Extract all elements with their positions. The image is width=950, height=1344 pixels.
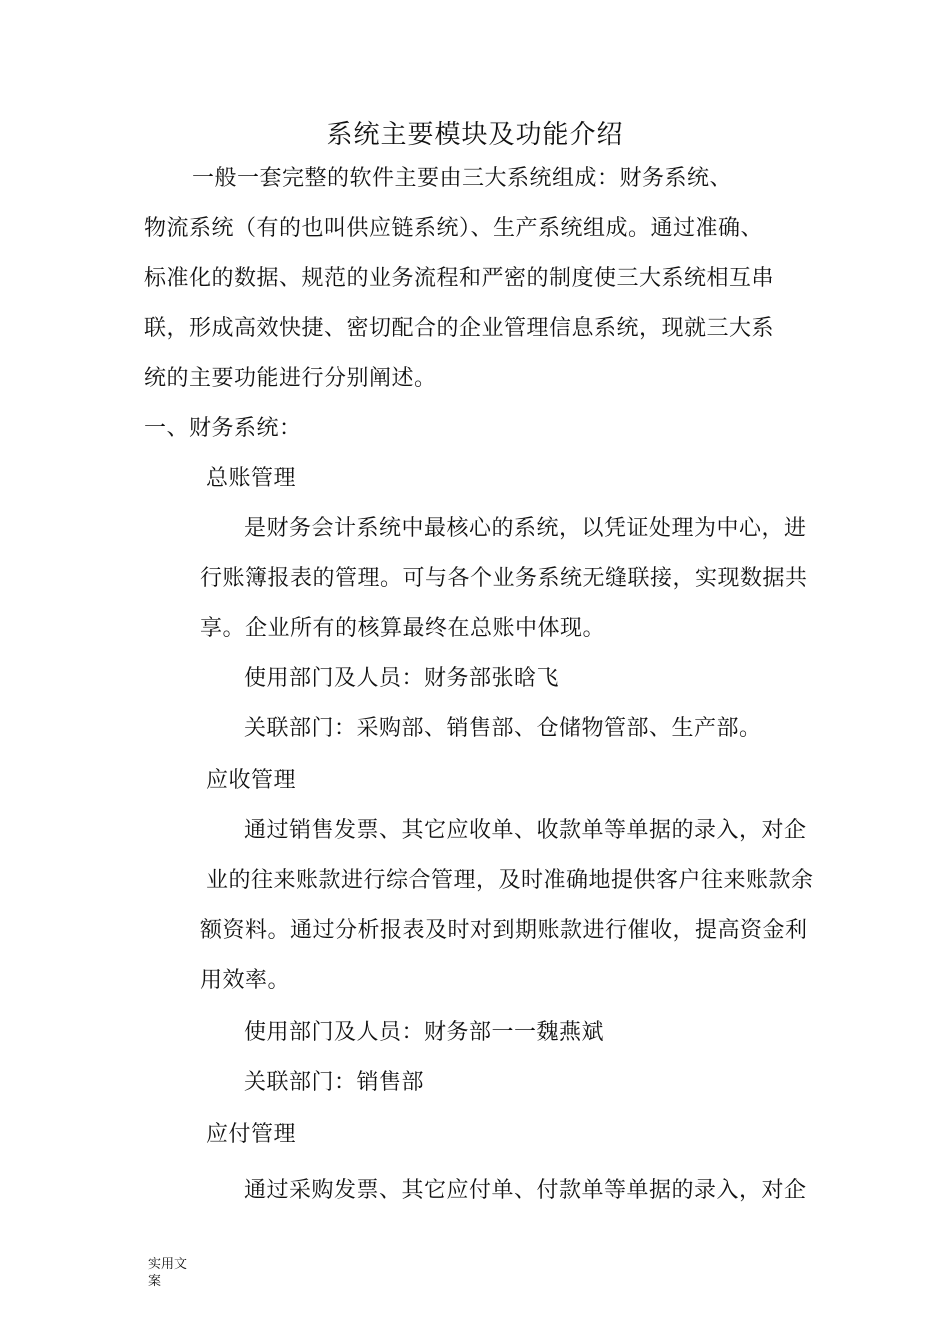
intro-line-3: 标准化的数据、规范的业务流程和严密的制度使三大系统相互串 — [144, 266, 775, 291]
intro-line-5: 统的主要功能进行分别阐述。 — [144, 366, 437, 391]
gl-desc-line-3: 享。企业所有的核算最终在总账中体现。 — [200, 616, 606, 641]
ar-desc-line-2: 业的往来账款进行综合管理，及时准确地提供客户往来账款余 — [206, 868, 814, 893]
intro-line-4: 联，形成高效快捷、密切配合的企业管理信息系统，现就三大系 — [144, 316, 775, 341]
intro-line-2: 物流系统（有的也叫供应链系统）、生产系统组成。通过准确、 — [144, 216, 764, 241]
gl-users: 使用部门及人员：财务部张晗飞 — [244, 666, 560, 691]
section1-heading: 一、财务系统： — [144, 416, 302, 441]
ar-users: 使用部门及人员：财务部一一魏燕斌 — [244, 1020, 605, 1045]
gl-desc-line-2: 行账簿报表的管理。可与各个业务系统无缝联接，实现数据共 — [200, 566, 808, 591]
ar-desc-line-3: 额资料。通过分析报表及时对到期账款进行催收，提高资金利 — [200, 918, 808, 943]
ap-heading: 应付管理 — [206, 1122, 297, 1147]
ar-heading: 应收管理 — [206, 768, 297, 793]
footer-label: 实用文案 — [148, 1257, 188, 1289]
gl-heading: 总账管理 — [206, 466, 297, 491]
gl-related: 关联部门：采购部、销售部、仓储物管部、生产部。 — [244, 716, 762, 741]
ap-desc-line-1: 通过采购发票、其它应付单、付款单等单据的录入，对企 — [244, 1178, 807, 1203]
intro-line-1: 一般一套完整的软件主要由三大系统组成：财务系统、 — [192, 166, 733, 191]
ar-desc-line-4: 用效率。 — [200, 968, 291, 993]
ar-desc-line-1: 通过销售发票、其它应收单、收款单等单据的录入，对企 — [244, 818, 807, 843]
ar-related: 关联部门：销售部 — [244, 1070, 425, 1095]
gl-desc-line-1: 是财务会计系统中最核心的系统，以凭证处理为中心，进 — [244, 516, 807, 541]
document-title: 系统主要模块及功能介绍 — [326, 120, 624, 150]
